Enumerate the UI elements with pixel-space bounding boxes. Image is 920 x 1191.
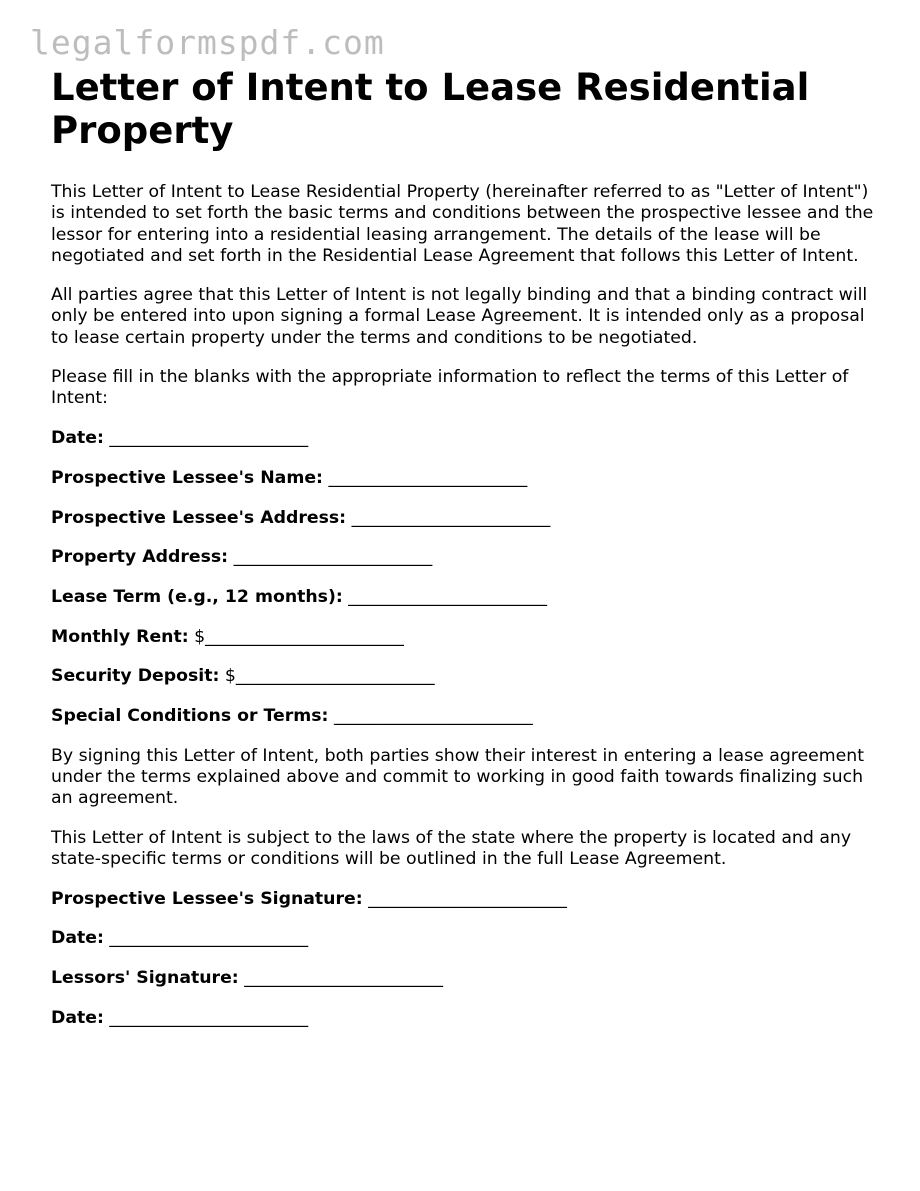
- special-conditions-blank[interactable]: _______________________: [333, 706, 533, 727]
- special-conditions-label: Special Conditions or Terms:: [51, 706, 329, 727]
- security-deposit-blank[interactable]: _______________________: [235, 666, 435, 687]
- lease-term-field: [51, 587, 881, 608]
- lessee-name-label: Prospective Lessee's Name:: [51, 467, 323, 488]
- date-label: Date:: [51, 428, 104, 449]
- lessor-signature-label: Lessors' Signature:: [51, 968, 239, 989]
- signing-paragraph: By signing this Letter of Intent, both parties show their interest in entering a lease agreement under the terms explained above and commit to working in good faith towards finalizing such an agreement.: [51, 745, 864, 809]
- date-field: [51, 428, 881, 449]
- non-binding-paragraph: All parties agree that this Letter of Intent is not legally binding and that a binding contract will only be entered into upon signing a formal Lease Agreement. It is intended only as a proposal to lease certain property under the terms and conditions to be negotiated.: [51, 285, 868, 348]
- lessor-signature-date-label: Date:: [51, 1007, 104, 1028]
- lease-term-blank[interactable]: _______________________: [348, 587, 548, 608]
- lease-term-label: Lease Term (e.g., 12 months):: [51, 587, 343, 608]
- document-title: Letter of Intent to Lease Residential Property: [51, 66, 810, 152]
- monthly-rent-blank[interactable]: _______________________: [205, 626, 404, 647]
- monthly-rent-label: Monthly Rent:: [51, 626, 189, 647]
- security-deposit-label: Security Deposit:: [51, 666, 220, 687]
- monthly-rent-currency: $: [194, 626, 206, 647]
- intro-paragraph: This Letter of Intent to Lease Residential Property (hereinafter referred to as "Letter of Intent") is intended to set forth the basic terms and conditions between the prospective lessee and the lessor for entering into a residential leasing arrangement. The details of the lease will be negotiated and set forth in the Residential Lease Agreement that follows this Letter of Intent.: [51, 182, 874, 266]
- lessee-signature-label: Prospective Lessee's Signature:: [51, 888, 363, 909]
- security-deposit-field: [51, 666, 881, 687]
- lessee-name-blank[interactable]: _______________________: [328, 467, 528, 488]
- security-deposit-currency: $: [224, 666, 236, 687]
- lessee-signature-date-field: [51, 928, 881, 949]
- property-address-label: Property Address:: [51, 547, 229, 568]
- lessor-signature-blank[interactable]: _______________________: [244, 968, 443, 989]
- lessor-signature-date-blank[interactable]: _______________________: [109, 1007, 309, 1028]
- special-conditions-field: [51, 706, 881, 727]
- property-address-field: [51, 547, 881, 568]
- lessee-signature-date-label: Date:: [51, 928, 104, 949]
- lessee-signature-field: [51, 889, 881, 910]
- lessee-address-blank[interactable]: _______________________: [351, 507, 551, 528]
- lessee-address-field: [51, 508, 881, 529]
- lessor-signature-date-field: [51, 1008, 881, 1029]
- lessee-address-label: Prospective Lessee's Address:: [51, 507, 347, 528]
- lessee-signature-date-blank[interactable]: _______________________: [109, 928, 309, 949]
- governing-law-paragraph: This Letter of Intent is subject to the laws of the state where the property is located and any state-specific terms or conditions will be outlined in the full Lease Agreement.: [51, 827, 852, 869]
- date-blank[interactable]: _______________________: [109, 428, 309, 449]
- monthly-rent-field: [51, 627, 881, 648]
- property-address-blank[interactable]: _______________________: [233, 547, 433, 568]
- instructions-paragraph: Please fill in the blanks with the appropriate information to reflect the terms of this Letter of Intent:: [51, 367, 849, 409]
- lessee-signature-blank[interactable]: _______________________: [368, 888, 567, 909]
- lessor-signature-field: [51, 968, 881, 989]
- document-page: [51, 66, 881, 1029]
- lessee-name-field: [51, 468, 881, 489]
- watermark: legalformspdf.com: [30, 23, 385, 62]
